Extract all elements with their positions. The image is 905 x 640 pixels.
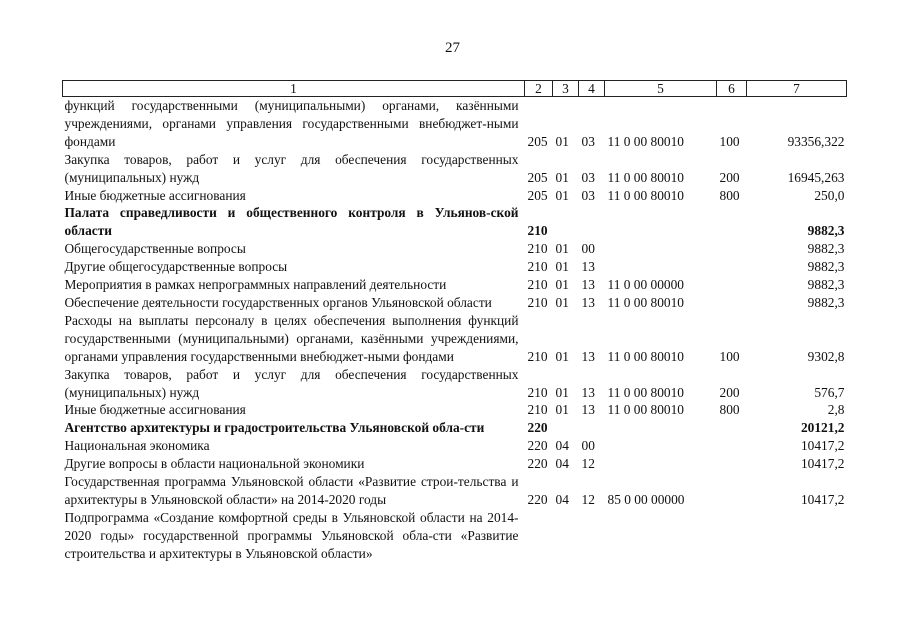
row-expense-type [717, 419, 747, 437]
row-ministry-code: 220 [527, 491, 548, 507]
table-row [63, 509, 847, 563]
row-section-code: 01 [555, 402, 569, 418]
row-subsection-code: 00 [581, 241, 595, 257]
row-name: Другие вопросы в области национальной экономики [64, 456, 365, 472]
column-header: 2 [525, 81, 553, 97]
row-ministry-code: 220 [527, 420, 548, 436]
row-expense-type [717, 455, 747, 473]
row-expense-type [717, 204, 747, 240]
row-section-code: 01 [555, 277, 569, 293]
row-section-code [553, 204, 579, 240]
row-target-article: 11 0 00 80010 [607, 294, 684, 310]
row-expense-type [717, 509, 747, 563]
row-target-article [605, 204, 717, 240]
row-subsection-code: 13 [581, 384, 595, 400]
row-section-code: 01 [555, 294, 569, 310]
table-row [63, 204, 847, 240]
row-ministry-code [525, 509, 553, 563]
table-row [63, 294, 847, 312]
row-target-article: 11 0 00 80010 [607, 187, 684, 203]
row-name: Иные бюджетные ассигнования [64, 402, 246, 418]
row-name: функций государственными (муниципальными) органами, казёнными учреждениями, органами управления государственными внебюджет-ными фондами [64, 98, 519, 149]
table-row [63, 455, 847, 473]
row-subsection-code: 12 [581, 491, 595, 507]
page-number: 27 [445, 40, 460, 56]
row-name: Закупка товаров, работ и услуг для обеспечения государственных (муниципальных) нужд [64, 366, 519, 400]
row-ministry-code: 205 [527, 133, 548, 149]
row-subsection-code: 13 [581, 259, 595, 275]
row-ministry-code: 210 [527, 259, 548, 275]
row-target-article [605, 455, 717, 473]
row-expense-type: 800 [719, 402, 740, 418]
row-target-article [605, 509, 717, 563]
row-section-code: 01 [555, 187, 569, 203]
row-section-code: 04 [555, 456, 569, 472]
row-target-article: 11 0 00 80010 [607, 133, 684, 149]
row-subsection-code [579, 204, 605, 240]
table-row [63, 312, 847, 366]
row-subsection-code: 03 [581, 169, 595, 185]
row-name: Национальная экономика [64, 438, 210, 454]
row-ministry-code: 210 [527, 348, 548, 364]
row-expense-type: 800 [719, 187, 740, 203]
row-name: Подпрограмма «Создание комфортной среды в Ульяновской области на 2014-2020 годы» государственной программы Ульяновской обла-сти «Развитие строительства и архитектуры в Ульяновской области» [64, 509, 519, 561]
row-target-article: 11 0 00 80010 [607, 348, 684, 364]
row-expense-type [717, 294, 747, 312]
column-header: 4 [579, 81, 605, 97]
row-expense-type [717, 258, 747, 276]
table-row [63, 258, 847, 276]
row-target-article [605, 437, 717, 455]
row-section-code: 04 [555, 438, 569, 454]
row-name: Палата справедливости и общественного контроля в Ульянов-ской области [64, 205, 519, 239]
row-target-article: 11 0 00 80010 [607, 402, 684, 418]
budget-table [62, 80, 847, 563]
row-subsection-code: 13 [581, 348, 595, 364]
column-header: 7 [747, 81, 847, 97]
row-amount: 20121,2 [800, 420, 845, 436]
row-amount: 9302,8 [807, 348, 845, 364]
row-ministry-code: 220 [527, 438, 548, 454]
row-amount: 10417,2 [800, 491, 845, 507]
row-name: Мероприятия в рамках непрограммных направлений деятельности [64, 277, 447, 293]
row-amount: 576,7 [814, 384, 845, 400]
column-header: 6 [717, 81, 747, 97]
row-section-code: 04 [555, 491, 569, 507]
table-row [63, 187, 847, 205]
row-target-article: 11 0 00 00000 [607, 277, 684, 293]
row-ministry-code: 210 [527, 223, 548, 239]
row-name: Расходы на выплаты персоналу в целях обеспечения выполнения функций государственными (муниципальными) органами, казёнными учреждениями, органами управления государственными внебюджет-ными фондами [64, 312, 519, 364]
row-amount: 9882,3 [807, 223, 845, 239]
row-subsection-code: 13 [581, 294, 595, 310]
row-ministry-code: 210 [527, 277, 548, 293]
row-target-article [605, 258, 717, 276]
row-name: Закупка товаров, работ и услуг для обеспечения государственных (муниципальных) нужд [64, 151, 519, 185]
row-subsection-code: 03 [581, 187, 595, 203]
row-target-article [605, 240, 717, 258]
row-section-code: 01 [555, 241, 569, 257]
row-target-article: 11 0 00 80010 [607, 169, 684, 185]
table-row [63, 276, 847, 294]
column-header: 5 [605, 81, 717, 97]
table-header [63, 81, 847, 97]
table-row [63, 419, 847, 437]
row-section-code [553, 509, 579, 563]
row-section-code [553, 419, 579, 437]
row-amount: 10417,2 [800, 456, 845, 472]
row-subsection-code: 13 [581, 402, 595, 418]
row-section-code: 01 [555, 384, 569, 400]
row-amount: 9882,3 [807, 277, 845, 293]
row-subsection-code [579, 509, 605, 563]
row-name: Другие общегосударственные вопросы [64, 259, 288, 275]
row-expense-type [717, 276, 747, 294]
row-section-code: 01 [555, 348, 569, 364]
table-row [63, 401, 847, 419]
row-ministry-code: 210 [527, 402, 548, 418]
row-subsection-code: 12 [581, 456, 595, 472]
column-header: 1 [63, 81, 525, 97]
row-ministry-code: 220 [527, 456, 548, 472]
row-amount: 9882,3 [807, 259, 845, 275]
column-header: 3 [553, 81, 579, 97]
row-amount: 250,0 [814, 187, 845, 203]
table-row [63, 151, 847, 187]
row-subsection-code: 00 [581, 438, 595, 454]
row-section-code: 01 [555, 259, 569, 275]
row-subsection-code: 03 [581, 133, 595, 149]
row-amount: 9882,3 [807, 294, 845, 310]
row-amount: 16945,263 [787, 169, 845, 185]
row-expense-type [717, 437, 747, 455]
row-name: Государственная программа Ульяновской области «Развитие строи-тельства и архитектуры в Ульяновской области» на 2014-2020 годы [64, 474, 519, 507]
row-section-code: 01 [555, 169, 569, 185]
row-subsection-code [579, 419, 605, 437]
row-name: Обеспечение деятельности государственных органов Ульяновской области [64, 294, 492, 310]
row-ministry-code: 210 [527, 384, 548, 400]
row-ministry-code: 210 [527, 241, 548, 257]
row-expense-type: 200 [719, 384, 740, 400]
table-row [63, 366, 847, 402]
row-ministry-code: 205 [527, 169, 548, 185]
row-name: Агентство архитектуры и градостроительства Ульяновской обла-сти [64, 420, 485, 436]
row-target-article: 11 0 00 80010 [607, 384, 684, 400]
row-amount: 2,8 [827, 402, 845, 418]
row-expense-type: 100 [719, 133, 740, 149]
row-expense-type [717, 473, 747, 509]
row-expense-type: 100 [719, 348, 740, 364]
table-row [63, 97, 847, 151]
table-row [63, 240, 847, 258]
table-row [63, 473, 847, 509]
table-row [63, 437, 847, 455]
row-ministry-code: 205 [527, 187, 548, 203]
table-body [63, 97, 847, 563]
row-target-article: 85 0 00 00000 [607, 491, 685, 507]
row-name: Иные бюджетные ассигнования [64, 187, 246, 203]
row-amount: 93356,322 [787, 133, 845, 149]
row-expense-type [717, 240, 747, 258]
row-target-article [605, 419, 717, 437]
row-subsection-code: 13 [581, 277, 595, 293]
row-section-code: 01 [555, 133, 569, 149]
row-expense-type: 200 [719, 169, 740, 185]
row-ministry-code: 210 [527, 294, 548, 310]
row-amount: 9882,3 [807, 241, 845, 257]
row-amount [747, 509, 847, 563]
row-amount: 10417,2 [800, 438, 845, 454]
row-name: Общегосударственные вопросы [64, 241, 246, 257]
